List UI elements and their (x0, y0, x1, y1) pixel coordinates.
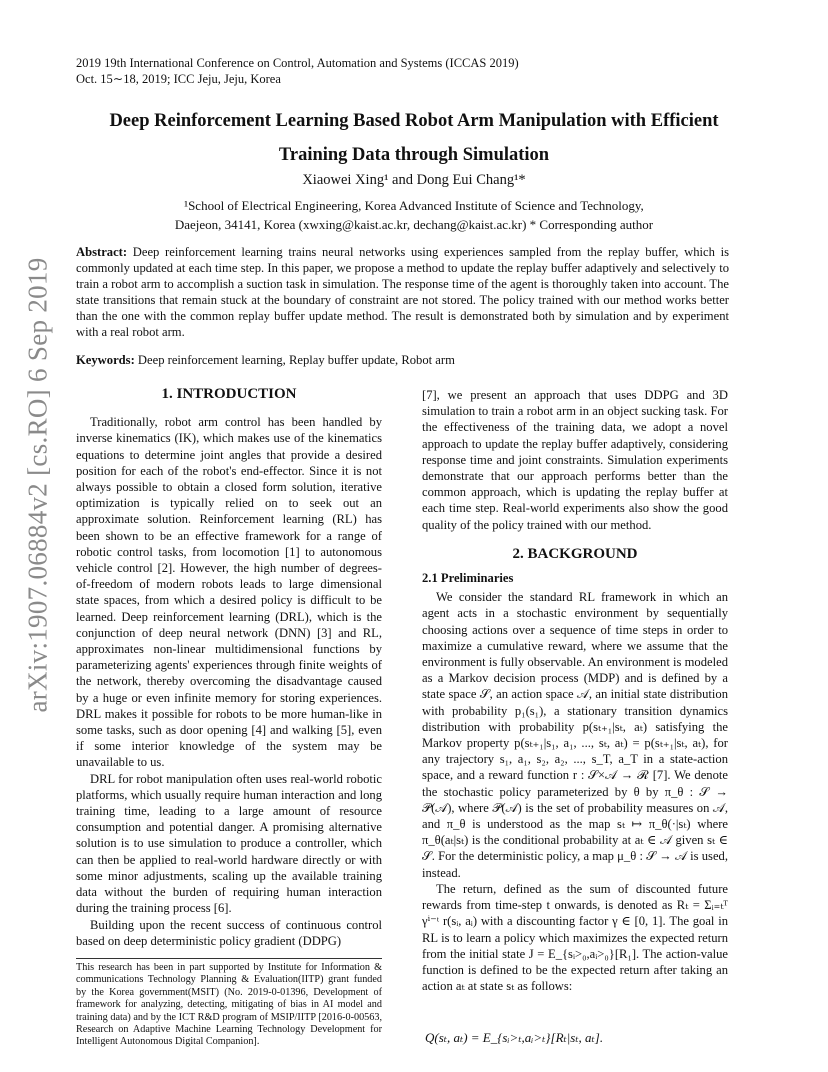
abstract-label: Abstract: (76, 245, 128, 259)
background-paragraph-1: We consider the standard RL framework in which an agent acts in a stochastic environment by sequentially choosing actions over a sequence of time steps in order to maximize a cumulative reward, where we assume that the environment is fully observable. An environment is modeled as a Markov decision process (MDP) and is defined by a state space 𝒮, an action space 𝒜, an initial state distribution with probability p₁(s₁), a stationary transition dynamics distribution with probability p(sₜ₊₁|sₜ, aₜ) satisfying the Markov property p(sₜ₊₁|s₁, a₁, ..., sₜ, aₜ) = p(sₜ₊₁|sₜ, aₜ), for any trajectory s₁, a₁, s₂, a₂, ..., s_T, a_T in a state-action space, and a reward function r : 𝒮×𝒜 → ℛ [7]. We denote the stochastic policy parameterized by θ by π_θ : 𝒮 → 𝒫(𝒜), where 𝒫(𝒜) is the set of probability measures on 𝒜, and π_θ is understood as the map sₜ ↦ π_θ(·|sₜ) where π_θ(aₜ|sₜ) is the conditional probability at aₜ ∈ 𝒜 given sₜ ∈ 𝒮. For the deterministic policy, a map μ_θ : 𝒮 → 𝒜 is used, instead. (422, 590, 728, 880)
intro-paragraph-2: DRL for robot manipulation often uses real-world robotic platforms, which usually require human interaction and long training time, leading to a large amount of resource consumption and potential danger. A promising alternative solution is to use simulation to produce a controller, which can then be applied to real-world hardware directly or with some minor adjustments, scaling up the available training data without the burden of requiring human interaction during the training process [6]. (76, 771, 382, 916)
intro-paragraph-3: Building upon the recent success of continuous control based on deep deterministic policy gradient (DDPG) (76, 917, 382, 948)
conference-header (76, 55, 519, 87)
title-line-1: Deep Reinforcement Learning Based Robot Arm Manipulation with Efficient (109, 111, 719, 131)
footnote: This research has been in part supported by Institute for Information & communications Technology Planning & Evaluation(IITP) grant funded by the Korea government(MSIT) (No. 2019-0-01396, Development of framework for analyzing, detecting, mitigating of bias in AI model and training data) and by the ICT R&D program of MSIP/IITP [2016-0-00563, Research on Adaptive Machine Learning Technology Development for Intelligent Autonomous Digital Companion]. (76, 962, 382, 1048)
arxiv-id: arXiv:1907.06884v2 [cs.RO] 6 Sep 2019 (22, 257, 53, 713)
affiliation-line-1: ¹School of Electrical Engineering, Korea Advanced Institute of Science and Technology, (184, 198, 644, 213)
section-heading-introduction: 1. INTRODUCTION (161, 386, 297, 402)
abstract (76, 244, 729, 341)
arxiv-watermark (18, 257, 58, 713)
keywords-label: Keywords: (76, 353, 135, 367)
conference-date: Oct. 15∼18, 2019; ICC Jeju, Jeju, Korea (76, 72, 281, 86)
action-value-equation: Q(sₜ, aₜ) = E_{sᵢ>ₜ,aᵢ>ₜ}[Rₜ|sₜ, aₜ]. (425, 1030, 604, 1045)
conference-name: 2019 19th International Conference on Control, Automation and Systems (ICCAS 2019) (76, 56, 519, 70)
footnote-divider (76, 958, 382, 959)
paper-title (40, 104, 788, 172)
right-column (422, 387, 728, 994)
intro-paragraph-3-continued: [7], we present an approach that uses DDPG and 3D simulation to train a robot arm in an object sucking task. For the effectiveness of the training data, we adopt a novel approach to update the replay buffer adaptively, considering response time and joint constraints. Simulation experiments demonstrate that our approach performs better than the common approach, which is updating the replay buffer at each time step. Real-world experiments also show the good quality of the policy trained with our method. (422, 388, 728, 532)
background-paragraph-2: The return, defined as the sum of discounted future rewards from time-step t onwards, is denoted as Rₜ = Σᵢ₌ₜᵀ γⁱ⁻ᵗ r(sᵢ, aᵢ) with a discounting factor γ ∈ [0, 1]. The goal in RL is to learn a policy which maximizes the expected return from the initial state J = E_{sᵢ>₀,aᵢ>₀}[R₁]. The action-value function is defined to be the expected return after taking an action aₜ at state sₜ as follows: (422, 881, 728, 994)
left-column (76, 386, 382, 949)
keywords-text: Deep reinforcement learning, Replay buffer update, Robot arm (137, 353, 455, 367)
section-heading-background: 2. BACKGROUND (512, 545, 638, 562)
affiliation (0, 196, 828, 234)
authors: Xiaowei Xing¹ and Dong Eui Chang¹* (302, 172, 526, 188)
affiliation-line-2: Daejeon, 34141, Korea (xwxing@kaist.ac.kr, dechang@kaist.ac.kr) * Corresponding author (174, 217, 654, 232)
intro-paragraph-1: Traditionally, robot arm control has been handled by inverse kinematics (IK), which makes use of the kinematics equations to determine joint angles that provide a desired position for each of the robot's end-effector. Since it is not always possible to obtain a closed form solution, iterative optimization is typically relied on to seek out an approximate solution. Reinforcement learning (RL) has been shown to be an effective framework for a range of robotic control tasks, from locomotion [1] to autonomous vehicle control [2]. However, the high number of degrees-of-freedom of modern robots leads to large dimensional state spaces, from which a desired policy is difficult to be learned. Deep reinforcement learning (DRL), which is the conjunction of deep neural network (DNN) [3] and RL, approximates non-linear multidimensional functions by parameterizing agents' experiences through finite weights of the network, thereby overcoming the disadvantage caused by a huge or even infinite memory for storing experiences. DRL makes it possible for robots to be more human-like in some tasks, such as door opening [4] and walking [5], even if some interior knowledge of the system may be unavailable to us. (76, 415, 382, 770)
subsection-heading-preliminaries: 2.1 Preliminaries (422, 571, 514, 586)
title-line-2: Training Data through Simulation (278, 145, 550, 165)
abstract-text: Deep reinforcement learning trains neural networks using experiences sampled from the replay buffer, which is commonly updated at each time step. In this paper, we propose a method to update the replay buffer adaptively and selectively to train a robot arm to accomplish a suction task in simulation. The response time of the agent is thoroughly taken into account. The state transitions that remain stuck at the boundary of constraint are not stored. The policy trained with our method works better than the one with the common replay buffer update method. The result is demonstrated both by simulation and by experiment with a real robot arm. (76, 245, 729, 340)
keywords (76, 353, 729, 368)
